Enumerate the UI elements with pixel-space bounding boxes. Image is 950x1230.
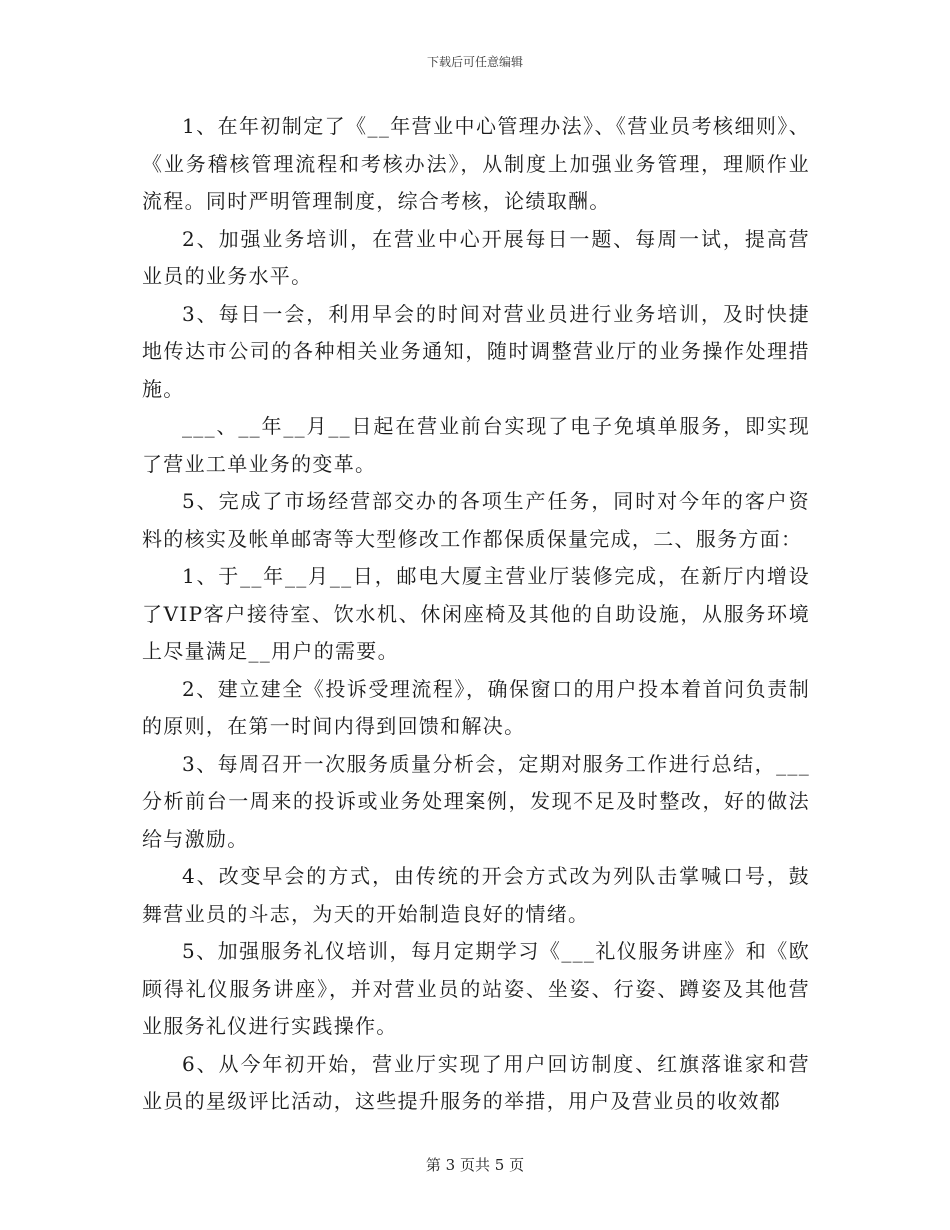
paragraph: 4、改变早会的方式，由传统的开会方式改为列队击掌喊口号，鼓舞营业员的斗志，为天的开始制造良好的情绪。 — [142, 864, 810, 926]
paragraph: 1、于__年__月__日，邮电大厦主营业厅装修完成，在新厅内增设了VIP客户接待室、饮水机、休闲座椅及其他的自助设施，从服务环境上尽量满足__用户的需要。 — [142, 564, 810, 663]
paragraph: 3、每周召开一次服务质量分析会，定期对服务工作进行总结，___分析前台一周来的投诉或业务处理案例，发现不足及时整改，好的做法给与激励。 — [142, 751, 810, 851]
paragraph: ___、__年__月__日起在营业前台实现了电子免填单服务，即实现了营业工单业务的变革。 — [142, 414, 810, 476]
page-number: 第 3 页共 5 页 — [425, 1156, 525, 1174]
paragraph: 2、加强业务培训，在营业中心开展每日一题、每周一试，提高营业员的业务水平。 — [142, 226, 810, 288]
paragraph: 2、建立建全《投诉受理流程》，确保窗口的用户投本着首问负责制的原则，在第一时间内得到回馈和解决。 — [142, 676, 810, 738]
paragraph: 5、加强服务礼仪培训，每月定期学习《___礼仪服务讲座》和《欧顾得礼仪服务讲座》，并对营业员的站姿、坐姿、行姿、蹲姿及其他营业服务礼仪进行实践操作。 — [142, 939, 810, 1038]
paragraph: 6、从今年初开始，营业厅实现了用户回访制度、红旗落谁家和营业员的星级评比活动，这些提升服务的举措，用户及营业员的收效都 — [142, 1051, 810, 1113]
paragraph: 3、每日一会，利用早会的时间对营业员进行业务培训，及时快捷地传达市公司的各种相关业务通知，随时调整营业厅的业务操作处理措施。 — [142, 301, 810, 401]
paragraph: 5、完成了市场经营部交办的各项生产任务，同时对今年的客户资料的核实及帐单邮寄等大型修改工作都保质保量完成，二、服务方面： — [142, 489, 810, 551]
paragraph: 1、在年初制定了《__年营业中心管理办法》、《营业员考核细则》、《业务稽核管理流程和考核办法》，从制度上加强业务管理，理顺作业流程。同时严明管理制度，综合考核，论绩取酬。 — [142, 114, 810, 213]
document-body — [142, 108, 810, 1121]
page-header: 下载后可任意编辑 — [426, 55, 523, 69]
